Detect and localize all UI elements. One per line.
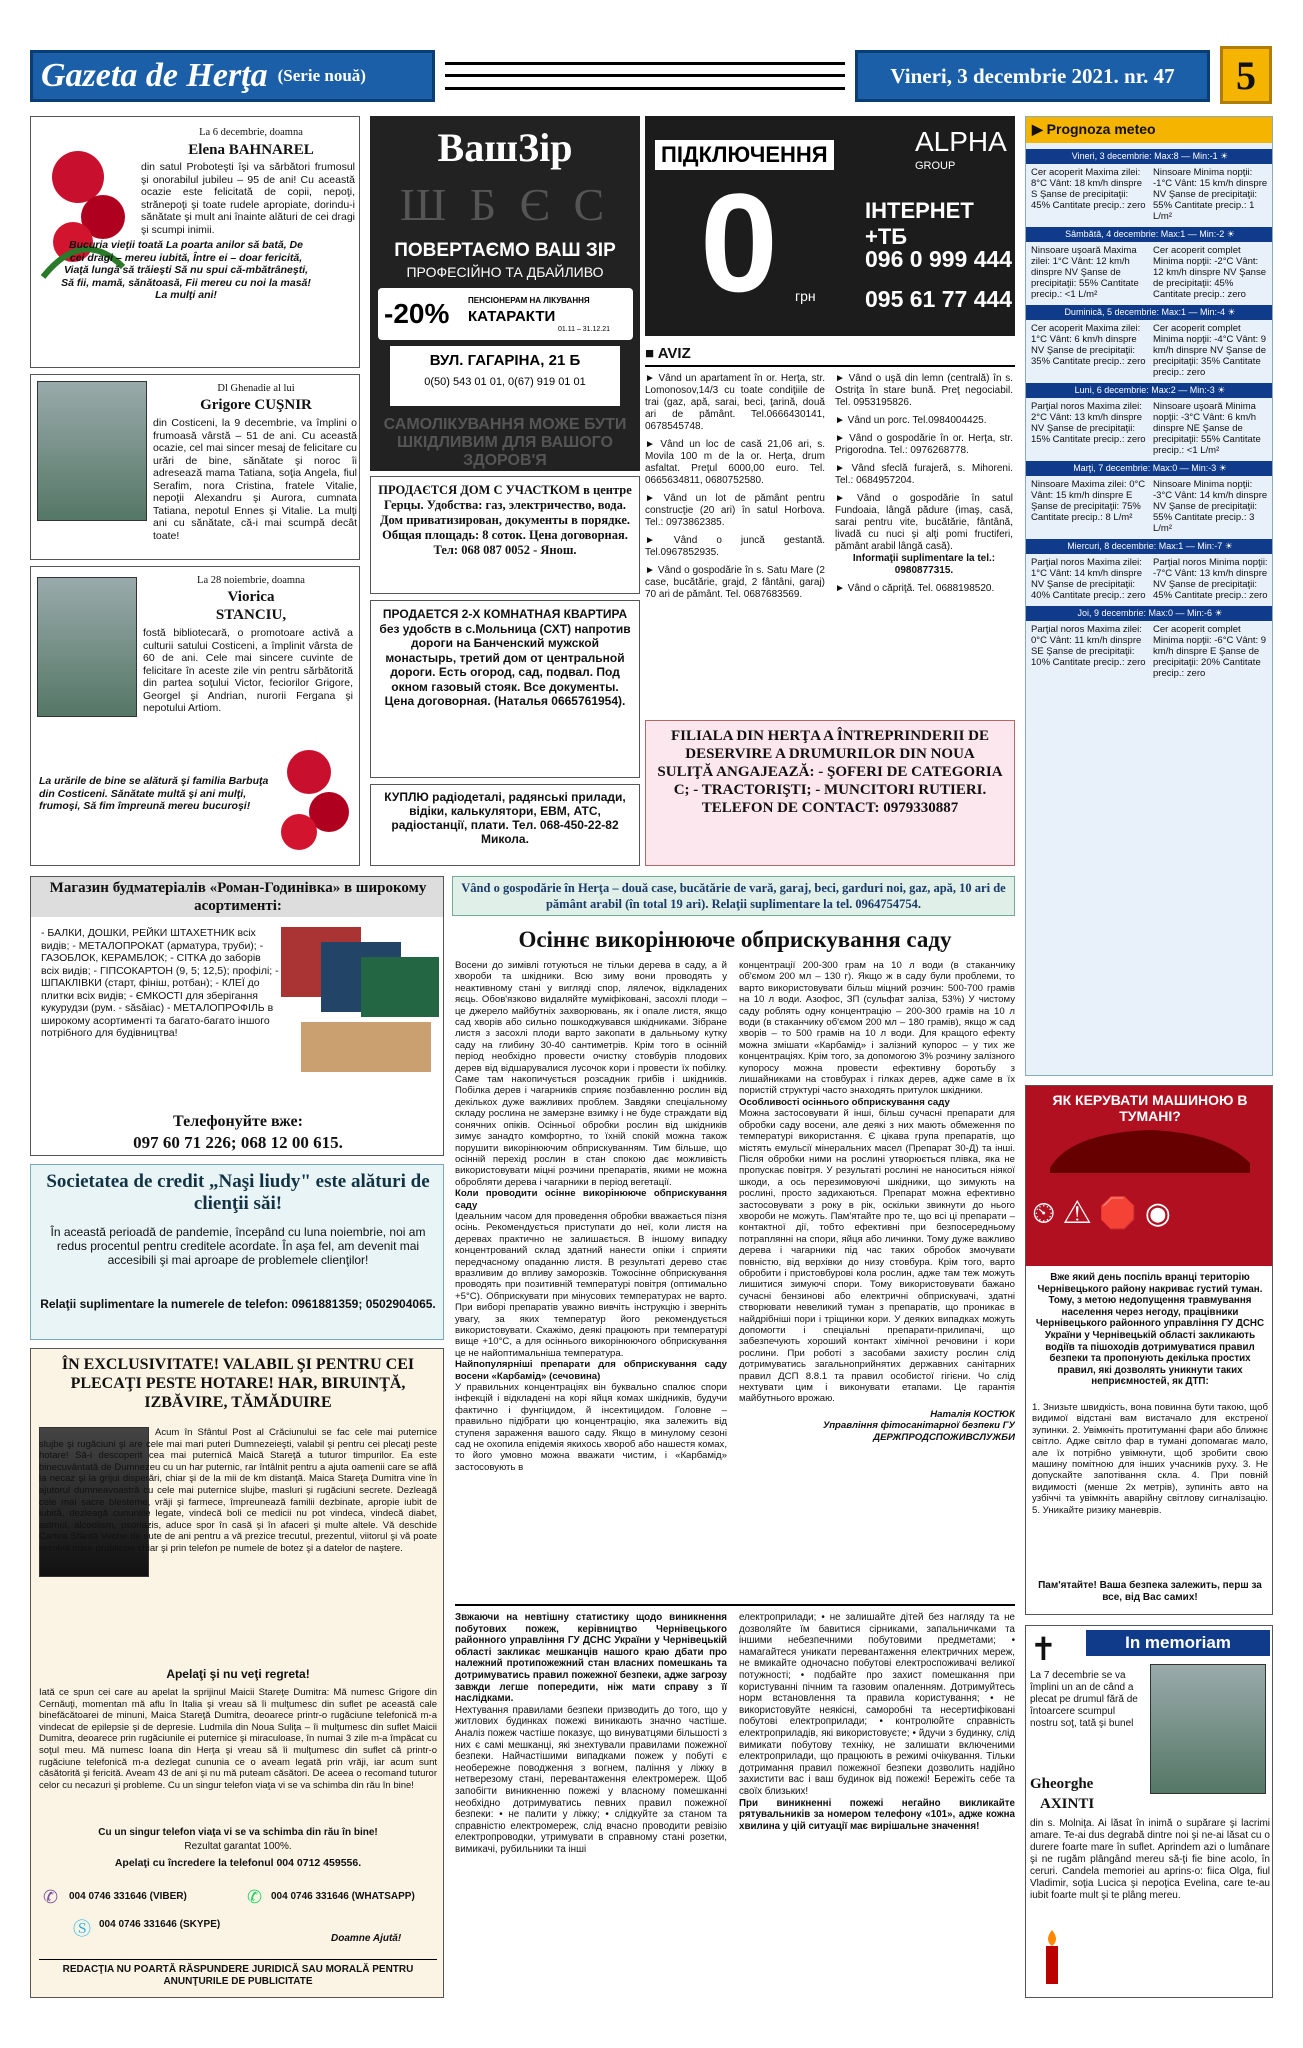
greeting-verse: La urările de bine se alătură şi familia Barbuţa din Costiceni. Sănătate multă şi ani mulţi, frumoşi, Să fim împreună mereu bucuroşi! [39, 775, 269, 812]
weather-night-forecast: Cer acoperit complet Minima nopţii: -6°C Vânt: 9 km/h dinspre E Şanse de precipitaţii: 20% Cantitate precip.: zero [1153, 624, 1267, 679]
weather-day-header: Miercuri, 8 decembrie: Max:1 — Min:-7 ☀ [1026, 539, 1273, 554]
weather-day-row [1026, 476, 1273, 537]
fog-intro: Вже який день поспіль вранці територію Чернівецького району накриває густий туман. Тому, з метою недопущення травмування населення через негоду, працівники Чернівецького районного управління ГУ ДСНС України у Чернівецькій області закликають водіїв та пішоходів дотримуватися правил безпеки та пропонують декілька простих правил, які дозволять уникнути таких неприємностей, як ДТП: [1035, 1272, 1265, 1388]
memoriam-title: In memoriam [1086, 1630, 1270, 1656]
weather-day-header: Vineri, 3 decembrie: Max:8 — Min:-1 ☀ [1026, 149, 1273, 164]
masthead [30, 50, 435, 102]
stareta-sign: Doamne Ajută! [331, 1933, 402, 1944]
aviz-item: ► Vând sfeclă furajeră, s. Mihoreni. Tel.: 0684957204. [835, 463, 1013, 486]
aviz-item: Informaţii suplimentare la tel.: 0980877315. [852, 553, 996, 576]
article-closing: При виникненні пожежі негайно викликайте рятувальників за номером телефону «101», адже кожна хвилина у цій ситуації має вирішальне значення! [739, 1797, 1015, 1832]
aviz-item: ► Vând un apartament în or. Herţa, str. Lomonosov,14/3 cu toate condiţiile de trai (gaz, apă, sarai, beci, ţarină, două ari de pământ. Tel.0666430141, 0678545748. [645, 373, 825, 432]
stareta-highlight: Cu un singur telefon viaţa vi se va schimba din rău în bine! [98, 1827, 378, 1838]
series-label: (Serie nouă) [277, 66, 366, 85]
aviz-item: ► Vând o gospodărie în satul Fundoaia, lângă pădure (imaş, casă, sarai pentru vite, bucătărie, fântână, livadă cu nuci şi alţi pomi fructiferi, pământ arabil lângă casă). [835, 493, 1013, 552]
apartment-body: без удобств в с.Мольница (СХТ) напротив дороги на Банченский мужской монастырь, третий дом от центральной дороги. Есть огород, сад, подвал. Под окном газовый стояк. Все документы. [379, 621, 631, 694]
weather-night-forecast: Cer acoperit complet Minima nopţii: -2°C Vânt: 12 km/h dinspre NV Şanse de precipitaţii: 45% Cantitate precip.: zero [1153, 245, 1267, 300]
weather-day-forecast: Ninsoare Maxima zilei: 0°C Vânt: 15 km/h dinspre E Şanse de precipitaţii: 75% Cantitate precip.: 8 L/m² [1031, 479, 1146, 523]
vashzir-address: ВУЛ. ГАГАРІНА, 21 Б [429, 352, 581, 369]
article-column-1 [455, 1612, 727, 1855]
weather-days [1026, 147, 1273, 682]
greeting-verse: Bucuria vieţii toată La poarta anilor să bată, De cei dragi – mereu iubită, Între ei – doar fericită, Viaţă lungă să trăieşti Să nu spui că-mbătrâneşti, Să fii, mamă, sănătoasă, Fii mereu cu noi la masă! La mulţi ani! [61, 239, 311, 301]
aviz-title: ■ AVIZ [645, 345, 1015, 367]
weather-day-header: Duminică, 5 decembrie: Max:1 — Min:-4 ☀ [1026, 305, 1273, 320]
article-author: Наталія КОСТЮК [930, 1408, 1015, 1420]
in-memoriam [1025, 1625, 1273, 1998]
stareta-phone: Apelaţi cu încredere la telefonul 004 0712 459556. [114, 1857, 362, 1869]
weather-day-row [1026, 554, 1273, 604]
greeting-stanciu [30, 566, 360, 866]
greeting-name: Viorica [227, 589, 275, 605]
alpha-phone-2: 095 61 77 444 [865, 286, 1013, 312]
vashzir-headline: ПОВЕРТАЄМО ВАШ ЗІР [394, 240, 616, 261]
roman-items: - БАЛКИ, ДОШКИ, РЕЙКИ ШТАХЕТНИК всіх видів; - МЕТАЛОПРОКАТ (арматура, труби); - ГАЗОБЛОК, КЕРАМБЛОК; - СІТКА до заборів всіх видів; - ГІПСОКАРТОН (9, 5; 12,5); профілі; - ШПАКЛІВКИ (старт, фініш, ротбан); - КЛЕЇ до плитки всіх видів; - ЄМКОСТІ для зберігання кукурудзи (рум. - săsăiac) - МЕТАЛОПРОФІЛЬ в широкому асортименті та багато-багато іншого потрібного для будівництва! [41, 927, 279, 1039]
triangle-icon: ▶ [1032, 121, 1043, 137]
article-paragraph: Ідеальним часом для проведення обробки вважається пізня осінь. Рекомендується приступати до неї, коли листя на деревах практично не залишається. В іншому випадку концентрований склад здатний нанести опіки і сприяти передчасному опаданню листя. В результаті дерево стає вразливим до впливу заморозків. Тожосінне обприскування проводять при позитивній температурі повітря (оптимально +5°С). Обприскувати при мінусових температурах не варто. При виборі препаратів уважно вивчіть інструкцію і зверніть увагу, за яких температур його рекомендується використовувати. Скажімо, деякі працюють при температурі вище +10°С, а для осіннього викорінюючого обприскування це не найоптимальніша температура. [455, 1210, 727, 1359]
discount-dates: 01.11 – 31.12.21 [558, 326, 611, 333]
discount-value: -20% [384, 298, 450, 329]
memoriam-surname: AXINTI [1040, 1796, 1095, 1812]
weather-forecast [1025, 116, 1273, 1076]
memoriam-body: din s. Molniţa. Ai lăsat în inimă o supărare şi lacrimi amare. Te-ai dus degrabă dintre noi şi ne-ai lăsat cu o durere foarte mare în suflet. Aprindem azi o lumânare şi ne rugăm plângând mereu să-ţi fie bine acolo, în ceruri. Candela memoriei au aprins-o: fiica Olga, fiul Vladimir, soţia Lucica şi nepoţica Evelina, care te-au iubit foarte mult şi te plâng mereu. [1030, 1818, 1270, 1901]
safety-icons: ⏲ ⚠ 🛑 ◉ [1032, 1197, 1171, 1230]
aviz-item: ► Vând o gospodărie în s. Satu Mare (2 case, bucătărie, grajd, 2 fântâni, garaj) 70 ari de pământ. Tel. 0687683569. [645, 565, 825, 600]
fog-rules: 1. Знизьте швидкість, вона повинна бути такою, щоб видимої відстані вам вистачало для екстреної зупинки. 2. Увімкніть протитуманні фари або ближнє світло. Адже світло фар в тумані допомагає мало, але їх потрібно увімкнути, щоб зробити свою машину помітною для інших учасників руху. 3. Не допускайте запотівання скла. 4. При повній видимості (менше 2х метрів), зупиніть авто на узбіччі та увімкніть аварійну світлову сигналізацію. 5. Уникайте ризику маневрів. [1032, 1402, 1268, 1516]
portrait-photo [37, 577, 137, 717]
rose-icon [269, 742, 359, 862]
credit-phones: Relaţii suplimentare la numerele de telefon: 0961881359; 0502904065. [40, 1297, 436, 1311]
aviz-column-2 [835, 373, 1013, 595]
ad-credit [30, 1164, 444, 1340]
greeting-body: din Costiceni, la 9 decembrie, va împlini o frumoasă vârstă – 51 de ani. Cu această ocazie, cel mai sincer mesaj de felicitare cu urări de bine, sănătate şi noroc îi adresează mama Tatiana, soţia Angela, fiul Serafim, nora Cristina, fratele Vitalie, nepoţii Alexandru şi Aurora, cumnata Tatiana, nepotul Ennes şi Vitalie. La mulţi ani cu sănătate, că-i mai scumpă decât toate! [153, 417, 357, 542]
greeting-name: Grigore CUŞNIR [200, 397, 312, 413]
article-subheading: Особливості осіннього обприскування саду [739, 1096, 950, 1108]
weather-day-forecast: Parţial noros Maxima zilei: 2°C Vânt: 13 km/h dinspre NV Şanse de precipitaţii: 15% Cantitate precip.: zero [1031, 401, 1146, 445]
weather-day-row [1026, 320, 1273, 381]
vashzir-brand: ВашЗір [437, 125, 573, 170]
weather-night-forecast: Cer acoperit complet Minima nopţii: -4°C Vânt: 9 km/h dinspre NV Şanse de precipitaţii: 35% Cantitate precip.: zero [1153, 323, 1267, 378]
aviz-item: ► Vând un porc. Tel.0984004425. [835, 415, 987, 426]
filiala-phone: TELEFON DE CONTACT: 0979330887 [701, 800, 959, 816]
stareta-result: Rezultat garantat 100%. [184, 1841, 292, 1852]
article-spraying-title: Осіннє викорінююче обприскування саду [518, 927, 952, 952]
fog-closing: Пам'ятайте! Ваша безпека залежить, перш за все, від Вас самих! [1038, 1580, 1262, 1603]
page-number: 5 [1220, 46, 1272, 104]
header-rule [445, 62, 845, 90]
article-intro: Звжаючи на невтішну статистику щодо виникнення побутових пожеж, керівництво Чернівецького районного управління ГУ ДСНС України у Чернівецькій області закликає мешканців нашого краю дбати про належний протипожежний стан власних помешкань та дотримуватись правил пожежної безпеки, адже загрозу завжди легше попередити, ніж мати справу з її наслідками. [455, 1612, 727, 1705]
whatsapp-number: 004 0746 331646 (WHATSAPP) [271, 1891, 415, 1902]
aviz-item: ► Vând o căpriţă. Tel. 0688198520. [835, 583, 995, 594]
article-paragraph: концентрації 200-300 грам на 10 л води (в стаканчику об'ємом 200 мл – 130 г). Якщо ж в саду були проблеми, то варто використовувати більш міцний розчин: 500-700 грамів на 10 л води. Азофос, ЗП (сульфат заліза, 53%) У чистому саду роблять одну концентрацію – 200-300 грамів на 10 л води (в стаканчику об'ємом 200 мл – 180 грамів), якщо ж сад хворів – то 500 грамів на 10 л води. Для кращого ефекту можна змішати «Карбамід» і залізний купорос – у тих же концентраціях. Крім того, за допомогою 3% розчину залізного купоросу можна провести ефективну боротьбу з лишайниками на стовбурах і гілках дерев, адже саме в їх пористій структурі часто знаходять притулок шкідники. [739, 960, 1015, 1097]
roman-phones: 097 60 71 226; 068 12 00 615. [133, 1133, 343, 1152]
skype-icon: Ⓢ [73, 1919, 91, 1939]
portrait-photo [1150, 1664, 1266, 1794]
article-column-2 [739, 960, 1015, 1443]
article-subheading: Коли проводити осінне викорінююче обприскування саду [455, 1188, 727, 1211]
memoriam-name: Gheorghe [1030, 1776, 1094, 1792]
alpha-group: GROUP [915, 160, 956, 172]
fog-banner [1026, 1086, 1273, 1266]
weather-day-header: Sâmbătă, 4 decembrie: Max:1 — Min:-2 ☀ [1026, 227, 1273, 242]
aviz-item: ► Vând un lot de pământ pentru construcţie (20 ari) în satul Horbova. Tel.: 0973862385. [645, 493, 825, 528]
article-author-role: Управління фітосанітарної безпеки ГУ ДЕРЖПРОДСПОЖИВСЛУЖБИ [822, 1420, 1015, 1443]
eye-chart-letters: Ш Б Є С [399, 179, 611, 230]
greeting-intro: Dl Ghenadie al lui [217, 383, 295, 394]
issue-date: Vineri, 3 decembrie 2021. nr. 47 [855, 50, 1210, 102]
fog-banner-title: ЯК КЕРУВАТИ МАШИНОЮ В ТУМАНІ? [1052, 1092, 1248, 1124]
alpha-service: ІНТЕРНЕТ +ТБ [865, 198, 974, 249]
aviz-item: ► Vând o uşă din lemn (centrală) în s. Ostriţa în stare bună. Preţ negociabil. Tel. 0953195826. [835, 373, 1013, 408]
discount-box [378, 288, 633, 340]
discount-target: КАТАРАКТИ [468, 308, 556, 325]
aviz-item: ► Vând un loc de casă 21,06 ari, s. Movila 100 m de la or. Herţa, drum asfaltat. Preţul 6000,00 euro. Tel. 0665634811, 0680752580. [645, 439, 825, 486]
aviz-column-1 [645, 373, 825, 601]
article-paragraph: Можна застосовувати й інші, більш сучасні препарати для обробки саду восени, але деякі з них мають обмеження по температурі використання. Є цікава група препаратів, що містять емульсії мінеральних масел (Препарат 30-Д) та інші. Після обробки ними на рослині утворюється плівка, яка не пропускає повітря. У результаті рослині не наноситься ніякої шкоди, а ось перезимовуючі шкідники, що зимують на рослині, просто задихаються. Препарат можна ефективно застосовувати з року в рік, оскільки звикнути до нього хвороби не можуть. Пам'ятайте про те, що всі ці препарати – контактної дії, тобто ефективні при безпосередньому потраплянні на спори, яйця або личинки. Тому дуже важливо дерева і чагарники під час таких обробок змочувати повністю, від верхівки до низу стовбура. Крім того, варто обробити і пристовбурові кола рослин, адже там теж можуть лишитися зимуючі спори. Тому використовувати бажано сучасні бензинові або електричні обприскувачі, здатні створювати невеликий туман з препаратів, що проникає в найдрібніші пори і тріщинки кори. У деяких випадках можуть допомогти і спеціальні препарати-прилипачі, що забезпечують хороший контакт хімічної речовини і кори рослини. При роботі з засобами захисту рослин слід дотримуватись загальноприйнятих державних санітарних правил ДСП 8.8.1 та правил особистої гігієни. Чо слід нехтувати цим і виконувати етапами. Це гарантія майбутнього врожаю. [739, 1108, 1015, 1405]
filiala-text: FILIALA DIN HERŢA A ÎNTREPRINDERII DE DESERVIRE A DRUMURILOR DIN NOUA SULIŢĂ ANGAJEAZĂ: - ŞOFERI DE CATEGORIA C; - TRACTORIŞTI; - MUNCITORI RUTIERI. [657, 728, 1003, 798]
credit-body: În această perioadă de pandemie, începând cu luna noiembrie, noi am redus procentul pentru creditele acordate. În aşa fel, am devenit mai accesibili şi mai aproape de problemele clienţilor! [50, 1225, 426, 1267]
ad-house-sale: ПРОДАЄТСЯ ДОМ С УЧАСТКОМ в центре Герцы. Удобства: газ, электричество, вода. Дом приватизирован, документы в порядке. Общая площадь: 8 соток. Цена договорная. Тел: 068 087 0052 - Янош. [370, 476, 640, 594]
greeting-name: Elena BAHNAREL [188, 142, 314, 158]
weather-day-forecast: Parţial noros Maxima zilei: 0°C Vânt: 11 km/h dinspre SE Şanse de precipitaţii: 10% Cantitate precip.: zero [1031, 624, 1146, 668]
weather-title: ▶ Prognoza meteo [1026, 117, 1273, 143]
weather-day-header: Luni, 6 decembrie: Max:2 — Min:-3 ☀ [1026, 383, 1273, 398]
article-spraying [455, 960, 1015, 1595]
stareta-title: ÎN EXCLUSIVITATE! VALABIL ŞI PENTRU CEI PLECAŢI PESTE HOTARE! HAR, BIRUINŢĂ, IZBĂVIRE, TĂMĂDUIRE [61, 1356, 415, 1411]
aviz-item: ► Vând o juncă gestantă. Tel.0967852935. [645, 535, 825, 558]
weather-day-row [1026, 398, 1273, 459]
greeting-intro: La 28 noiembrie, doamna [197, 575, 305, 586]
weather-day-header: Joi, 9 decembrie: Max:0 — Min:-6 ☀ [1026, 606, 1273, 621]
weather-day-forecast: Cer acoperit Maxima zilei: 8°C Vânt: 18 km/h dinspre S Şanse de precipitaţii: 45% Cantitate precip.: zero [1031, 167, 1146, 211]
article-paragraph: Восени до зимівлі готуються не тільки дерева в саду, а й хвороби та шкідники. Всю зиму вони проводять у неактивному стані у вигляді спор, лялечок, відкладених яєць. Обов'язково видаляйте муміфіковані, засохлі плоди – це джерело майбутніх захворювань, як і опале листя, якщо сад хворів або сильно пошкоджувався шкідниками. Зібране листя з засохлі плоди варто закопати в дальньому кутку саду на глибину 30-40 сантиметрів. Крім того в осінній період необхідно провести очистку стовбурів плодових дерев від відшарувалися лусочок кори і провести їх побілку. Саме там накопичується розсадник грибів і шкідників. Побілка дерев і чагарників сприяє позбавленню рослин від декількох дуже важливих проблем. Завдяки спеціальному складу рослина не замерзне взимку і не буде страждати від сонячних опіків. Осінньої обробки рослин від шкідників зимує занадто комфортно, то їхній спокій можна також порушити викорінюючим обприскуванням. Тим більше, що осінній перехід рослин в стан спокою дає можливість використовувати міцні розчини препаратів, якими не можна обробляти дерева і чагарники в період вегетації. [455, 960, 727, 1188]
alpha-title: ПІДКЛЮЧЕННЯ [655, 140, 834, 170]
ad-roman-godynivka [30, 876, 444, 1156]
fog-safety [1025, 1085, 1273, 1615]
article-column-2 [739, 1612, 1015, 1832]
roman-title: Магазин будматеріалів «Роман-Годинівка» в широкому асортименті: [31, 877, 444, 917]
ad-gospodarie: Vând o gospodărie în Herţa – două case, bucătărie de vară, garaj, beci, garduri noi, gaz, apă, 10 ari de pământ arabil (în total 19 ari). Relaţii suplimentare la tel. 0964754754. [452, 876, 1015, 916]
discount-text: ПЕНСІОНЕРАМ НА ЛІКУВАННЯ [468, 296, 590, 305]
weather-night-forecast: Ninsoare uşoară Minima nopţii: -3°C Vânt: 6 km/h dinspre NE Şanse de precipitaţii: 55% Cantitate precip.: <1 L/m² [1153, 401, 1261, 456]
greeting-surname: STANCIU, [215, 607, 287, 623]
aviz-section [645, 345, 1015, 715]
apartment-title: ПРОДАЕТСЯ 2-Х КОМНАТНАЯ КВАРТИРА [382, 607, 628, 621]
skype-number: 004 0746 331646 (SKYPE) [99, 1919, 221, 1930]
article-fire-safety [455, 1604, 1015, 1998]
weather-night-forecast: Ninsoare Minima nopţii: -1°C Vânt: 15 km/h dinspre NV Şanse de precipitaţii: 55% Cantitate precip.: 1 L/m² [1153, 167, 1268, 222]
article-paragraph: електроприлади; • не залишайте дітей без нагляду та не дозволяйте їм бавитися сірниками, запальничками та іншими небезпечними побутовими предметами; • намагайтеся уникати перевантаження електричних мереж, не вмикайте одночасно побутові електроспоживачі великої потужності; • подбайте про захист помешкання при користуванні пічним та газовим опаленням. Дотримуйтесь норм встановлення та правила користування; • не використовуйте неякісні, саморобні та несертифіковані побутові електроприлади; • контролюйте справність електроприладів, які використовуєте; • йдучи з будинку, слід вимикати побутову техніку, не залишати включеними електроприлади, що працюють в режимі очікування. Тільки дотримання правил пожежної безпеки дозволить надійно захистити вас і ваш будинок від пожежі! Бережіть себе та своїх близьких! [739, 1612, 1015, 1797]
vashzir-subheadline: ПРОФЕСІЙНО ТА ДБАЙЛИВО [406, 264, 604, 280]
ad-stareta-dumitra [30, 1348, 444, 1998]
weather-day-forecast: Ninsoare uşoară Maxima zilei: 1°C Vânt: 12 km/h dinspre NV Şanse de precipitaţii: 55% Cantitate precip.: <1 L/m² [1031, 245, 1139, 300]
article-paragraph: У правильних концентраціях він буквально спалює спори інфекцій і відкладені на корі яйця комах шкідників, будучи фактично і фунгіцидом, й інсектицидом. Головне – правильно підібрати цю концентрацію, яка залежить від ступеня зараження вашого саду. Якщо в минулому сезоні сад не охопила епідемія якихось хвороб або нашестя комах, то його умовно можна вважати чистим, і «Карбамід» застосовують в [455, 1382, 727, 1473]
viber-icon: ✆ [43, 1887, 59, 1907]
candle-icon [1032, 1926, 1072, 1986]
article-column-1 [455, 960, 727, 1473]
credit-title: Societatea de credit „Naşi liudy" este alături de clienţii săi! [46, 1171, 430, 1214]
bullet-icon: ■ [645, 345, 655, 362]
stareta-body: Acum în Sfântul Post al Crăciunului se fac cele mai puternice slujbe şi rugăciuni şi are cele mai mari puteri Dumnezeieşti, valabil şi pentru cei plecaţi peste hotare! Să-i descoperit cea mai puternică Maică Stareţă a tuturor timpurilor. Ea este binecuvântată de Dumnezeu cu un har puternic, rar întâlnit pentru a ajuta oamenii care se află la necaz şi la grijui disperări, chiar şi de la mii de km distanţă. Maica Stareţa Dumitra vine în ajutorul dumneavoastră cu cele mai puternice slujbe, masluri şi rugăciuni secrete. Dezleagă cele mai sacre blesteme, vrăji şi farmece, împreunează familii dezbinate, apropie iubit de iubită, dezleagă cununiile legate, vindecă boli ce medicii nu pot vindeca, vindecă diabet, astmul, alcoolism, psoriazis, aduce spor în casă şi în afaceri şi multe altele. Vă deschide Cartea Sfântă Veche de sute de ani pentru a vă prezice trecutul, prezentul, viitorul şi vă poate rezolva orice probleme chiar şi prin telefon pe numele de botez şi a datelor de naştere. [39, 1427, 437, 1554]
roman-call: Телефонуйте вже: [173, 1113, 303, 1130]
aviz-item: ► Vând o gospodărie în or. Herţa, str. Prigorodna. Tel.: 0976268778. [835, 433, 1013, 456]
greeting-intro: La 6 decembrie, doamna [199, 127, 303, 138]
greeting-body: fostă bibliotecară, o promotoare activă a culturii satului Costiceni, a împlinit vârsta de 60 de ani. Cele mai sincere cuvinte de felicitare în aceste zile vin pentru sărbătorită din partea soţului Victor, feciorilor Grigore, Georgel şi Andrian, nurorii Fergana şi nepotului Artiom. [143, 627, 353, 714]
apartment-price: Цена договорная. (Наталья 0665761954). [384, 694, 626, 708]
weather-day-row [1026, 164, 1273, 225]
weather-night-forecast: Ninsoare Minima nopţii: -3°C Vânt: 14 km/h dinspre NV Şanse de precipitaţii: 55% Cantitate precip.: 3 L/m² [1153, 479, 1268, 534]
memoriam-intro: La 7 decembrie se va împlini un an de când a plecat pe drumul fără de întoarcere scumpul nostru soţ, tată şi bunel [1030, 1670, 1138, 1729]
greeting-bahnarel [30, 116, 360, 368]
alpha-currency: грн [795, 288, 816, 304]
weather-day-forecast: Cer acoperit Maxima zilei: 1°C Vânt: 6 km/h dinspre NV Şanse de precipitaţii: 35% Cantitate precip.: zero [1031, 323, 1146, 367]
alpha-phone-1: 096 0 999 444 [865, 246, 1013, 272]
ad-alpha [645, 116, 1015, 336]
weather-day-row [1026, 621, 1273, 682]
alpha-brand: ALPHA [915, 126, 1007, 157]
vashzir-phones: 0(50) 543 01 01, 0(67) 919 01 01 [424, 376, 586, 388]
stareta-testimonials: Iată ce spun cei care au apelat la sprijinul Maicii Stareţe Dumitra: Mă numesc Grigore din Cernăuţi, momentan mă aflu în Italia şi vreau să îi mulţumesc din suflet pe această cale binefăcătoarei de minuni, Maica Stareţă Dumitra, deoarece printr-o rugăciune telefonică m-a vindecat de epilepsie şi de depresie. Ludmila din Noua Suliţa – îi mulţumesc din suflet Maicii Dumitra, deoarece prin rugăciunile ei puternice şi miraculoase, în numai 3 zile m-a împăcat cu soţul meu. Mă numesc Ioana din Herţa şi vreau să îi mulţumesc din suflet că printr-o rugăciune telefonică m-a dezlegat cununia ce o aveam legată prin vrăji, iar acum sunt căsătorită şi fericită. Aveam 43 de ani şi nu mă puteam căsători. De aceea o recomand tuturor celor cu necazuri şi probleme. Cu un singur telefon viaţa vi se va schimba din rău în bine! [39, 1687, 437, 1791]
weather-day-forecast: Parţial noros Maxima zilei: 1°C Vânt: 14 km/h dinspre NV Şanse de precipitaţii: 40% Cantitate precip.: zero [1031, 557, 1146, 601]
ad-vashzir [370, 116, 640, 471]
car-illustration [1040, 1118, 1260, 1178]
whatsapp-icon: ✆ [247, 1887, 263, 1907]
weather-day-row [1026, 242, 1273, 303]
ad-filiala [645, 720, 1015, 866]
disclaimer: REDACŢIA NU POARTĂ RĂSPUNDERE JURIDICĂ SAU MORALĂ PENTRU ANUNŢURILE DE PUBLICITATE [39, 1959, 437, 1988]
weather-day-header: Marţi, 7 decembrie: Max:0 — Min:-3 ☀ [1026, 461, 1273, 476]
ad-apartment-sale [370, 600, 640, 778]
portrait-photo [37, 381, 147, 521]
cross-icon: ✝ [1030, 1631, 1057, 1667]
ad-radio-parts: КУПЛЮ радіодеталі, радянські прилади, відіки, калькулятори, ЕВМ, АТС, радіостанції, плати. Тел. 068-450-22-82 Микола. [370, 784, 640, 866]
stareta-call: Apelaţi şi nu veţi regreta! [166, 1667, 310, 1681]
article-subheading: Найпопулярніші препарати для обприскування саду восени «Карбамід» (сечовина) [455, 1359, 727, 1382]
alpha-zero: 0 [700, 168, 778, 318]
greeting-body: din satul Proboteşti îşi va sărbători frumosul şi onorabilul jubileu – 95 de ani! Cu această ocazie este felicitată de copii, nepoţi, strănepoţi şi toate rudele apropiate, dorindu-i sănătate şi mult ani înainte alături de cei dragi şi scumpi inimii. [141, 161, 355, 236]
viber-number: 004 0746 331646 (VIBER) [69, 1891, 187, 1902]
newspaper-title: Gazeta de Herţa [41, 57, 268, 94]
weather-night-forecast: Parţial noros Minima nopţii: -7°C Vânt: 13 km/h dinspre NV Şanse de precipitaţii: 45% Cantitate precip.: zero [1153, 557, 1268, 601]
greeting-cusnir [30, 374, 360, 560]
building-materials-image [281, 927, 441, 1077]
article-paragraph: Нехтування правилами безпеки призводить до того, що у житлових будинках пожежі виникають значно частіше. Аналіз пожеж частіше показує, що винуватцями більшості з них є самі мешканці, які знехтували правилами пожежної безпеки. Найчастішими випадками пожеж у побуті є необережне поводження з вогнем, паління у ліжку в нетверезому стані, перевантаження електромереж. Щоб запобігти виникненню пожежі у власному помешканні необхідно дотримуватись певних правил пожежної безпеки: • не палити у ліжку; • слідкуйте за станом та справністю електромереж, слід вчасно проводити ревізію електропроводки, утримувати в справному стані розетки, вимикачі, рубильники та інші [455, 1704, 727, 1855]
vashzir-disclaimer: САМОЛІКУВАННЯ МОЖЕ БУТИ ШКІДЛИВИМ ДЛЯ ВАШОГО ЗДОРОВ'Я [383, 416, 627, 469]
